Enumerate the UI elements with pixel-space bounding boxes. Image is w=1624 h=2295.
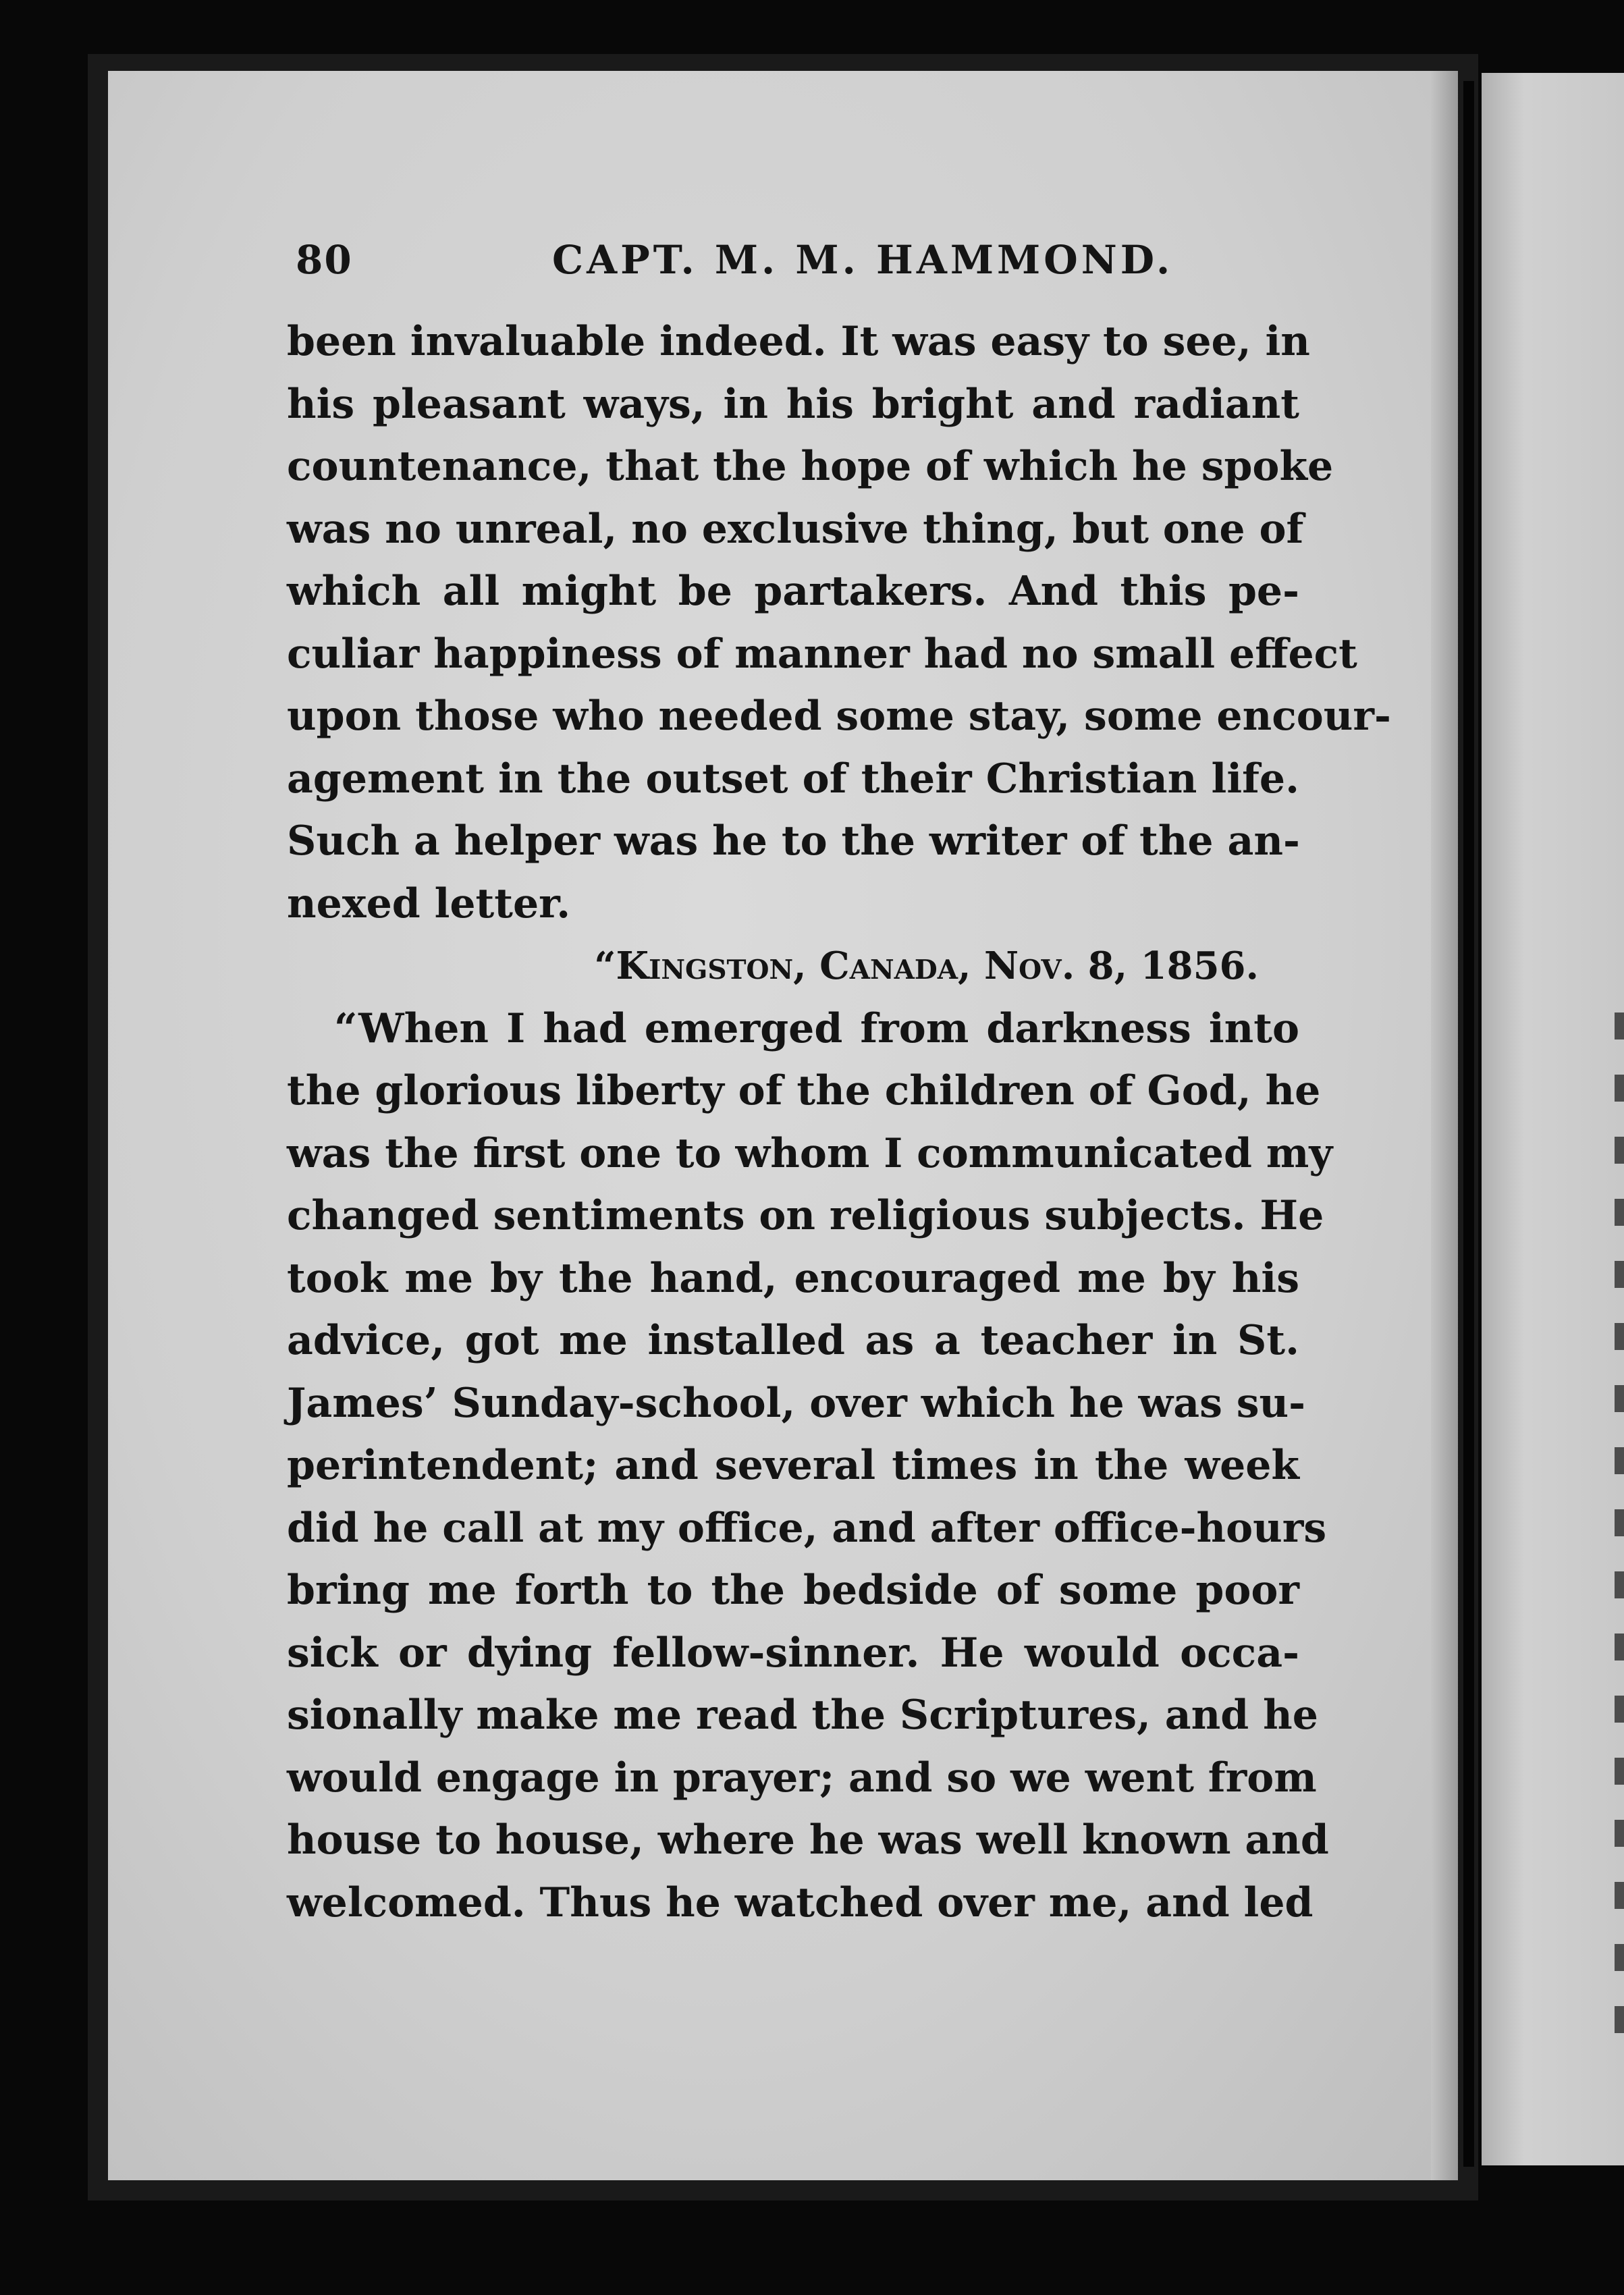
text-line: been invaluable indeed. It was easy to see, in [287, 318, 1310, 365]
text-line: perintendent; and several times in the week [287, 1442, 1299, 1489]
text-line: did he call at my office, and after office-hours [287, 1504, 1327, 1552]
page-number: 80 [296, 237, 353, 283]
text-line: his pleasant ways, in his bright and radiant [287, 380, 1299, 428]
text-line: upon those who needed some stay, some encour- [287, 693, 1391, 740]
text-line: was no unreal, no exclusive thing, but one of [287, 505, 1304, 553]
text-line: nexed letter. [287, 880, 571, 927]
text-line: countenance, that the hope of which he spoke [287, 443, 1334, 490]
text-line: changed sentiments on religious subjects. He [287, 1192, 1324, 1239]
running-head: CAPT. M. M. HAMMOND. [552, 237, 1174, 283]
text-line: culiar happiness of manner had no small effect [287, 630, 1357, 678]
text-line: sionally make me read the Scriptures, and he [287, 1692, 1318, 1739]
text-line: sick or dying fellow-sinner. He would occa- [287, 1629, 1299, 1677]
text-line: James’ Sunday-school, over which he was su- [287, 1379, 1306, 1427]
text-line: would engage in prayer; and so we went from [287, 1754, 1317, 1802]
text-line: the glorious liberty of the children of God, he [287, 1067, 1321, 1114]
body-text [287, 310, 1391, 1934]
page-header [296, 233, 1295, 287]
book-spine [1463, 81, 1474, 2167]
letter-dateline: “Kingston, Canada, Nov. 8, 1856. [594, 944, 1259, 988]
text-line: bring me forth to the bedside of some poor [287, 1567, 1299, 1614]
text-line: welcomed. Thus he watched over me, and led [287, 1879, 1314, 1926]
text-line: which all might be partakers. And this pe- [287, 568, 1299, 615]
text-line: “When I had emerged from darkness into [334, 1004, 1299, 1052]
text-line: agement in the outset of their Christian life. [287, 755, 1299, 803]
text-line: Such a helper was he to the writer of the an- [287, 817, 1300, 865]
facing-page-edge [1482, 73, 1624, 2165]
text-line: took me by the hand, encouraged me by his [287, 1254, 1299, 1302]
page-gutter [1431, 71, 1458, 2180]
text-line: advice, got me installed as a teacher in St. [287, 1317, 1299, 1364]
facing-page-text-fragments [1615, 1013, 1624, 2059]
text-line: was the first one to whom I communicated my [287, 1129, 1333, 1177]
text-line: house to house, where he was well known and [287, 1816, 1329, 1864]
